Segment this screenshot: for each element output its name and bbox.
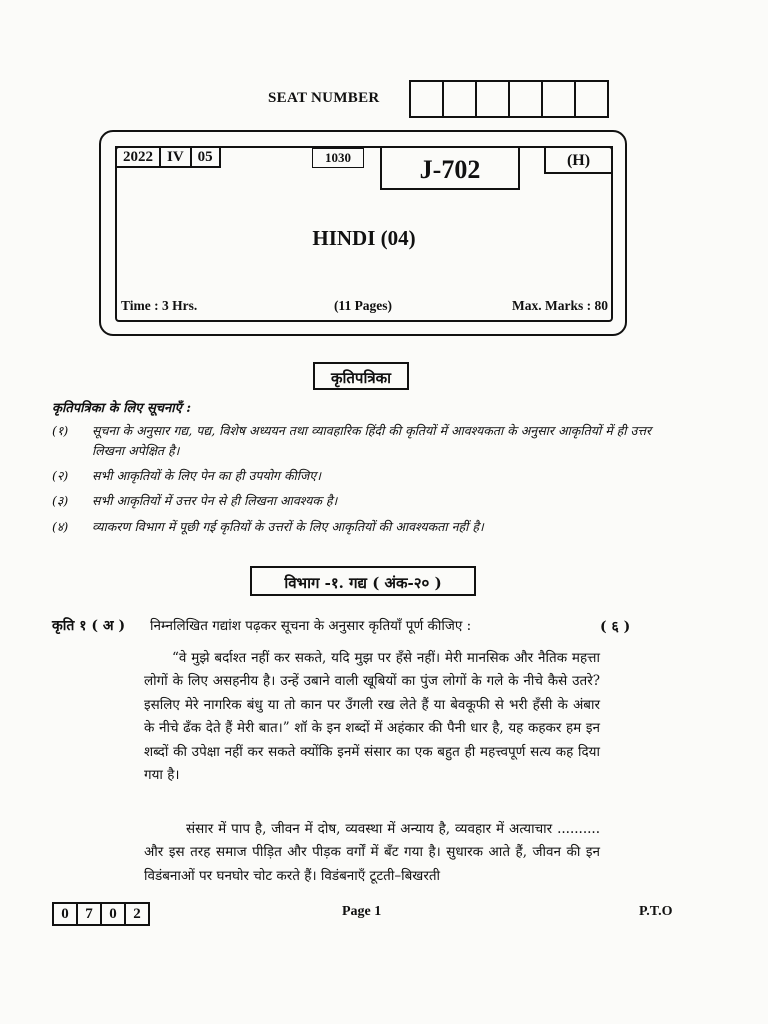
page-number: Page 1 (342, 904, 382, 919)
instruction-text: सूचना के अनुसार गद्य, पद्य, विशेष अध्ययन तथा व्यावहारिक हिंदी की कृतियों में आवश्यकता के अनुसार आकृतियों में ही उत्तर लिखना अपेक्षित है। (92, 423, 652, 458)
instruction-item (52, 421, 652, 461)
please-turn-over: P.T.O (639, 904, 673, 919)
instruction-text: सभी आकृतियों में उत्तर पेन से ही लिखना आवश्यक है। (92, 493, 338, 508)
passage-paragraph: “वे मुझे बर्दाश्त नहीं कर सकते, यदि मुझ पर हँसे नहीं। मेरी मानसिक और नैतिक महत्ता लोगों के लिए असहनीय है। उन्हें उबाने वाली खूबियों का पुंज लोगों के गले के नीचे कैसे उतरे? इसलिए मेरे नागरिक बंधु या तो कान पर उँगली रख लेते हैं या बेवकूफी से भरी हँसी के अंबार के नीचे ढँक देते हैं मेरी बात।” शॉ के इन शब्दों में अहंकार की पैनी धार है, यह कहकर हम इन शब्दों की उपेक्षा नहीं कर सकते क्योंकि इनमें संसार का एक बहुत ही महत्त्वपूर्ण सत्य कह दिया गया है। (144, 650, 600, 784)
question-text: निम्नलिखित गद्यांश पढ़कर सूचना के अनुसार कृतियाँ पूर्ण कीजिए : (150, 618, 472, 634)
exam-month: 05 (197, 149, 213, 165)
instruction-text: सभी आकृतियों के लिए पेन का ही उपयोग कीजिए। (92, 468, 321, 483)
passage-paragraph: संसार में पाप है, जीवन में दोष, व्यवस्था में अन्याय है, व्यवहार में अत्याचार .......... और इस तरह समाज पीड़ित और पीड़क वर्गों में बँट गया है। सुधारक आते हैं, जीवन की इन विडंबनाओं पर घनघोर चोट करते हैं। विडंबनाएँ टूटती–बिखरती (144, 821, 600, 884)
seat-number-boxes (409, 80, 609, 118)
instruction-item (52, 466, 652, 486)
seat-box (543, 82, 576, 116)
exam-date-code (115, 146, 221, 168)
seat-box (510, 82, 543, 116)
page-count: (11 Pages) (333, 298, 393, 313)
seat-box (477, 82, 510, 116)
paper-code-boxes (52, 902, 150, 926)
seat-box (444, 82, 477, 116)
seat-box (411, 82, 444, 116)
code-digit: 0 (54, 904, 78, 924)
instruction-number: (२) (52, 468, 69, 483)
seat-number-label: SEAT NUMBER (268, 90, 380, 106)
kritipatrika-heading: कृतिपत्रिका (313, 362, 409, 390)
code-digit: 0 (102, 904, 126, 924)
instruction-item (52, 517, 652, 537)
max-marks: Max. Marks : 80 (512, 298, 608, 313)
section-heading: विभाग -१. गद्य ( अंक-२० ) (250, 566, 476, 596)
seat-box (576, 82, 607, 116)
subject-title: HINDI (04) (312, 226, 416, 250)
question-label: कृति १ ( अ ) (52, 618, 126, 634)
exam-time: Time : 3 Hrs. (121, 298, 198, 313)
instruction-number: (४) (52, 519, 69, 534)
code-digit: 2 (133, 906, 141, 922)
question-marks: ( ६ ) (600, 619, 631, 635)
code-digit: 7 (78, 904, 102, 924)
instructions-title: कृतिपत्रिका के लिए सूचनाएँ : (52, 401, 192, 416)
medium-code: (H) (544, 146, 613, 174)
instruction-number: (१) (52, 423, 69, 438)
instruction-text: व्याकरण विभाग में पूछी गई कृतियों के उत्तरों के लिए आकृतियों की आवश्यकता नहीं है। (92, 519, 484, 534)
instruction-number: (३) (52, 493, 69, 508)
exam-term: IV (161, 148, 192, 166)
paper-code: J-702 (380, 146, 520, 190)
exam-year: 2022 (117, 148, 161, 166)
instruction-item (52, 491, 652, 511)
set-code: 1030 (312, 148, 364, 168)
